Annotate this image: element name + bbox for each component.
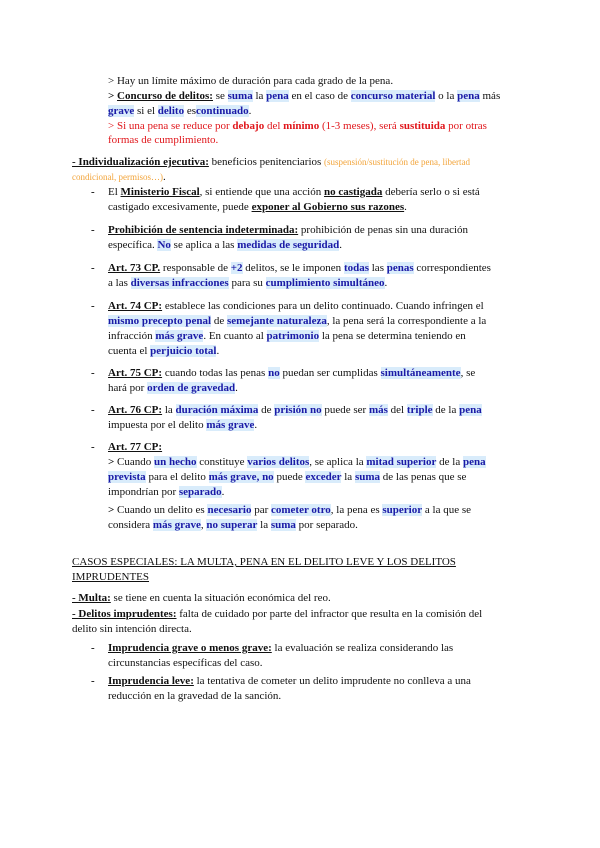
highlight: suma xyxy=(227,90,253,102)
list-dash: - xyxy=(91,404,95,416)
individualizacion-line: - Individualización ejecutiva: beneficios penitenciarios (suspensión/sustitución de pena, libertad xyxy=(72,156,471,168)
term-label: Art. 73 CP. xyxy=(108,262,161,274)
highlight: semejante naturaleza xyxy=(226,315,327,327)
minimo-line: > Si una pena se reduce por debajo del mínimo (1-3 meses), será sustituida por otras xyxy=(108,120,487,132)
highlight: separado xyxy=(178,486,222,498)
highlight: más grave xyxy=(206,419,255,431)
highlight: continuado xyxy=(196,105,249,117)
art76-line-2: impuesta por el delito más grave. xyxy=(108,419,258,431)
art77-p1-line-2: prevista para el delito más grave, no puede exceder la suma de las penas que se xyxy=(108,471,467,483)
highlight: concurso material xyxy=(350,90,436,102)
art77-p2-line: > Cuando un delito es necesario par cometer otro, la pena es superior a la que se xyxy=(108,504,471,516)
highlight: suma xyxy=(270,519,296,531)
text-line: > Hay un límite máximo de duración para cada grado de la pena. xyxy=(108,75,394,87)
term-label: Art. 75 CP: xyxy=(108,367,163,379)
term-label: - Delitos imprudentes: xyxy=(72,608,177,620)
minimo-line-2: formas de cumplimiento. xyxy=(108,134,219,146)
highlight: prevista xyxy=(108,471,146,483)
art73-line: Art. 73 CP. responsable de +2 delitos, se le imponen todas las penas correspondientes xyxy=(108,262,491,274)
imprudentes-line: - Delitos imprudentes: falta de cuidado por parte del infractor que resulta en la comisión del xyxy=(72,608,483,620)
highlight: +2 xyxy=(230,262,243,274)
highlight: patrimonio xyxy=(266,330,320,342)
highlight: cometer otro xyxy=(271,504,331,516)
highlight: varios delitos xyxy=(247,456,310,468)
highlight: delito xyxy=(157,105,185,117)
highlight: penas xyxy=(386,262,414,274)
highlight: más grave xyxy=(152,519,201,531)
highlight: prisión no xyxy=(274,404,322,416)
highlight: más grave xyxy=(155,330,204,342)
term-label: Prohibición de sentencia indeterminada: xyxy=(108,224,299,236)
highlight: un hecho xyxy=(154,456,197,468)
term-label: - Individualización ejecutiva: xyxy=(72,156,209,168)
list-dash: - xyxy=(91,675,95,687)
term-label: Art. 77 CP: xyxy=(108,441,163,453)
grave-line-2: circunstancias específicas del caso. xyxy=(108,657,263,669)
list-dash: - xyxy=(91,186,95,198)
art77-p2-line-2: considera más grave, no superar la suma por separado. xyxy=(108,519,358,531)
list-dash: - xyxy=(91,262,95,274)
term-label: Art. 76 CP: xyxy=(108,404,163,416)
art73-line-2: a las diversas infracciones para su cumplimiento simultáneo. xyxy=(108,277,388,289)
art74-line: Art. 74 CP: establece las condiciones para un delito continuado. Cuando infringen el xyxy=(108,300,484,312)
highlight: pena xyxy=(266,90,289,102)
highlight: mitad superior xyxy=(366,456,437,468)
multa-line: - Multa: se tiene en cuenta la situación económica del reo. xyxy=(72,592,331,604)
highlight: diversas infracciones xyxy=(130,277,229,289)
term-label: Imprudencia leve: xyxy=(108,675,194,687)
highlight: no superar xyxy=(206,519,258,531)
highlight: exceder xyxy=(305,471,342,483)
art75-line: Art. 75 CP: cuando todas las penas no puedan ser cumplidas simultáneamente, se xyxy=(108,367,476,379)
leve-line: Imprudencia leve: la tentativa de cometer un delito imprudente no conlleva a una xyxy=(108,675,471,687)
highlight: No xyxy=(157,239,171,251)
highlight: pena xyxy=(462,456,486,468)
highlight: orden de gravedad xyxy=(147,382,236,394)
highlight: triple xyxy=(406,404,433,416)
list-dash: - xyxy=(91,441,95,453)
highlight: más xyxy=(368,404,388,416)
term-label: Imprudencia grave o menos grave: xyxy=(108,642,272,654)
art77-line xyxy=(108,440,162,455)
term-label: Art. 74 CP: xyxy=(108,300,163,312)
list-dash: - xyxy=(91,642,95,654)
prohibicion-line-2: específica. No se aplica a las medidas de seguridad. xyxy=(108,239,343,251)
highlight: grave xyxy=(108,105,135,117)
highlight: pena xyxy=(459,404,482,416)
highlight: suma xyxy=(354,471,380,483)
art76-line: Art. 76 CP: la duración máxima de prisión no puede ser más del triple de la pena xyxy=(108,404,482,416)
leve-line-2: reducción en la gravedad de la sanción. xyxy=(108,690,282,702)
highlight: duración máxima xyxy=(175,404,259,416)
art75-line-2: hará por orden de gravedad. xyxy=(108,382,238,394)
highlight: perjuicio total xyxy=(150,345,217,357)
highlight: más grave, no xyxy=(208,471,274,483)
highlight: superior xyxy=(382,504,423,516)
highlight: simultáneamente xyxy=(380,367,461,379)
individualizacion-line-2: condicional, permisos…). xyxy=(72,171,166,183)
section-heading-2: IMPRUDENTES xyxy=(72,571,150,583)
concurso-line: > Concurso de delitos: se suma la pena en el caso de concurso material o la pena más xyxy=(108,90,501,102)
art77-p1-line-3: impondrían por separado. xyxy=(108,486,225,498)
section-heading: CASOS ESPECIALES: LA MULTA, PENA EN EL DELITO LEVE Y LOS DELITOS xyxy=(72,556,456,568)
art77-p1-line: > Cuando un hecho constituye varios delitos, se aplica la mitad superior de la pena xyxy=(108,456,486,468)
list-dash: - xyxy=(91,300,95,312)
concurso-line-2: grave si el delito escontinuado. xyxy=(108,105,252,117)
art74-line-3: infracción más grave. En cuanto al patrimonio la pena se determina teniendo en xyxy=(108,330,466,342)
fiscal-line: El Ministerio Fiscal, si entiende que una acción no castigada debería serlo o si está xyxy=(108,186,480,198)
highlight: mismo precepto penal xyxy=(108,315,212,327)
highlight: no xyxy=(268,367,280,379)
art74-line-2: mismo precepto penal de semejante naturaleza, la pena será la correspondiente a la xyxy=(108,315,487,327)
highlight: todas xyxy=(343,262,369,274)
imprudentes-line-2: delito sin intención directa. xyxy=(72,623,192,635)
art74-line-4: cuenta el perjuicio total. xyxy=(108,345,220,357)
prohibicion-line: Prohibición de sentencia indeterminada: prohibición de penas sin una duración xyxy=(108,224,469,236)
highlight: necesario xyxy=(207,504,252,516)
fiscal-line-2: castigado excesivamente, puede exponer al Gobierno sus razones. xyxy=(108,201,407,213)
highlight: pena xyxy=(457,90,480,102)
term-label: Concurso de delitos: xyxy=(117,90,213,102)
list-dash: - xyxy=(91,367,95,379)
grave-line: Imprudencia grave o menos grave: la evaluación se realiza considerando las xyxy=(108,642,454,654)
term-label: - Multa: xyxy=(72,592,111,604)
highlight: cumplimiento simultáneo xyxy=(265,277,385,289)
highlight: medidas de seguridad xyxy=(237,239,340,251)
list-dash: - xyxy=(91,224,95,236)
